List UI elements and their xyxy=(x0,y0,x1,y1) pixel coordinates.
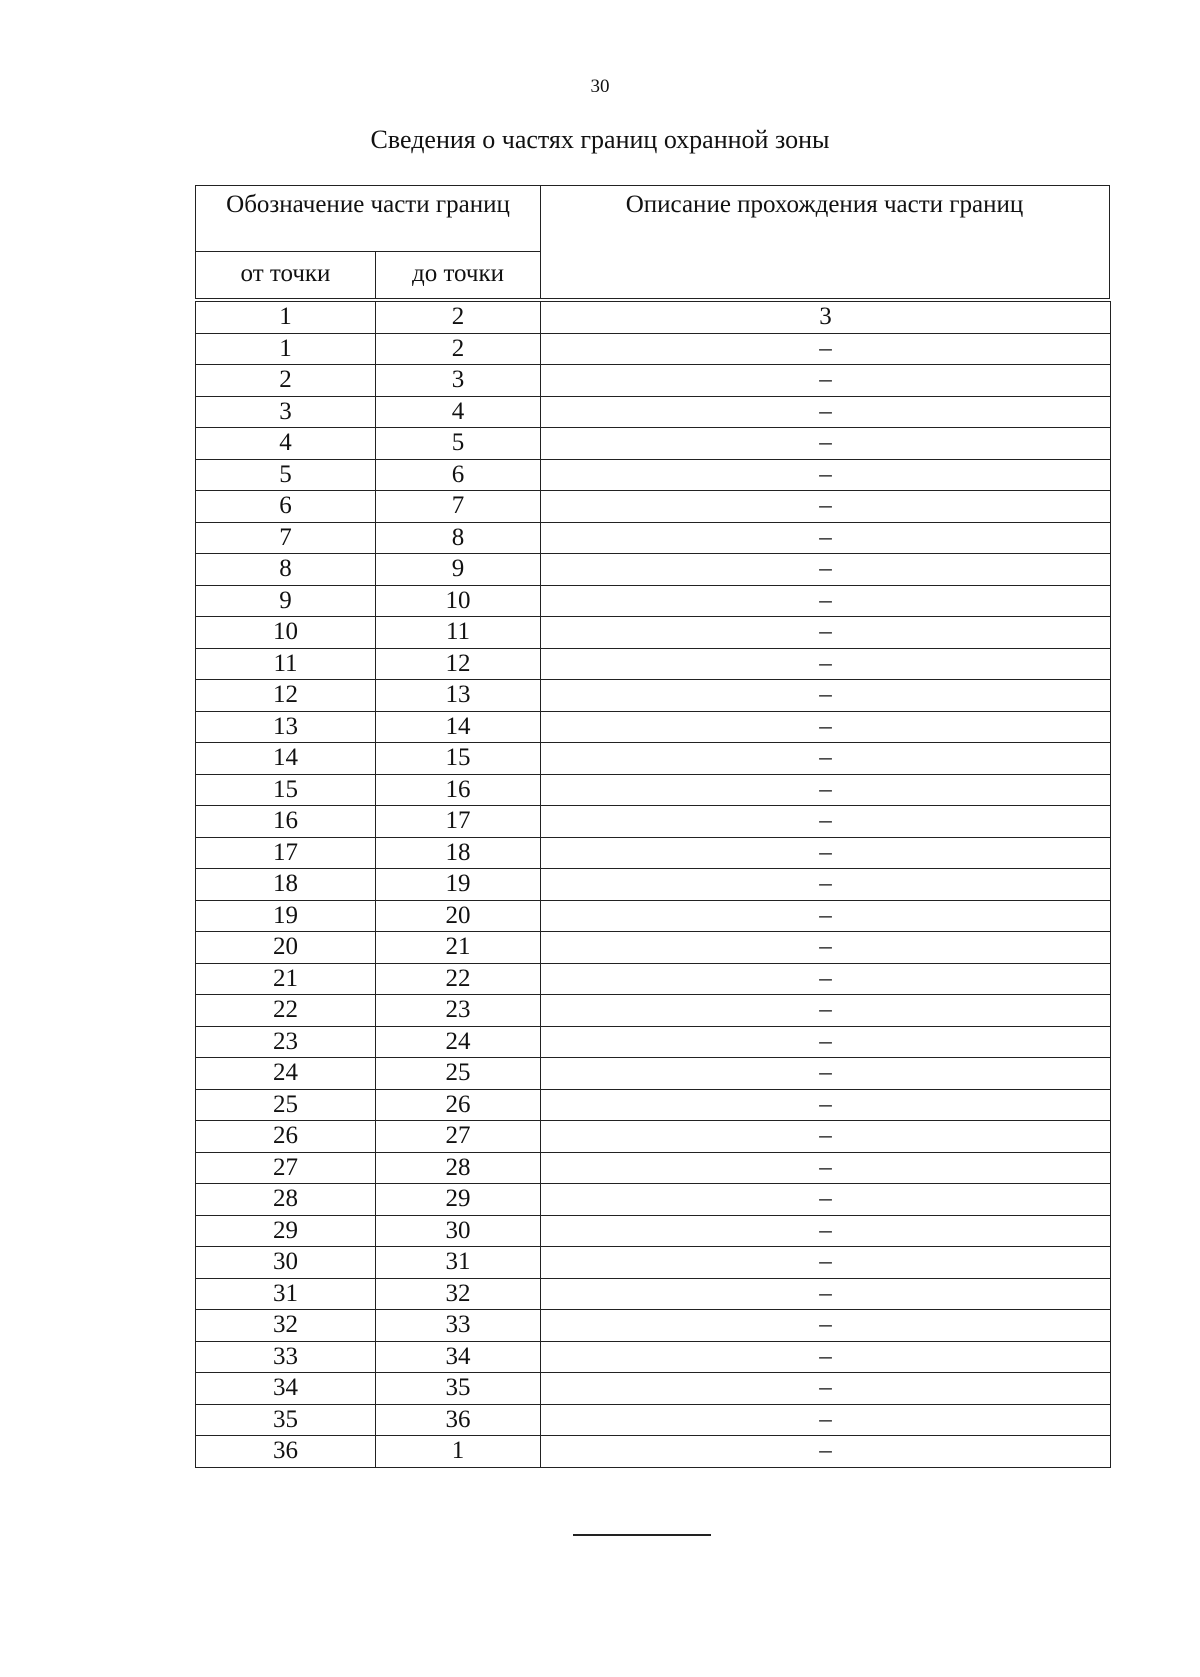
from-point-cell: 17 xyxy=(196,837,376,869)
to-point-cell: 3 xyxy=(376,365,541,397)
description-cell: – xyxy=(541,869,1111,901)
table-row xyxy=(196,365,1111,397)
table-row xyxy=(196,459,1111,491)
from-point-cell: 31 xyxy=(196,1278,376,1310)
description-cell: – xyxy=(541,711,1111,743)
boundary-parts-table xyxy=(195,301,1111,1468)
from-point-cell: 30 xyxy=(196,1247,376,1279)
to-point-cell: 28 xyxy=(376,1152,541,1184)
to-point-cell: 11 xyxy=(376,617,541,649)
description-cell: – xyxy=(541,585,1111,617)
to-point-cell: 25 xyxy=(376,1058,541,1090)
to-point-cell: 6 xyxy=(376,459,541,491)
description-cell: – xyxy=(541,1121,1111,1153)
from-point-cell: 33 xyxy=(196,1341,376,1373)
description-cell: – xyxy=(541,1058,1111,1090)
table-row xyxy=(196,806,1111,838)
description-cell: – xyxy=(541,1089,1111,1121)
table-row xyxy=(196,333,1111,365)
header-boundary-part-designation: Обозначение части границ xyxy=(196,186,541,252)
table-row xyxy=(196,1215,1111,1247)
to-point-cell: 10 xyxy=(376,585,541,617)
description-cell: – xyxy=(541,900,1111,932)
column-numbers-row xyxy=(196,302,1111,334)
from-point-cell: 9 xyxy=(196,585,376,617)
to-point-cell: 13 xyxy=(376,680,541,712)
to-point-cell: 34 xyxy=(376,1341,541,1373)
table-row xyxy=(196,1278,1111,1310)
to-point-cell: 29 xyxy=(376,1184,541,1216)
from-point-cell: 22 xyxy=(196,995,376,1027)
from-point-cell: 25 xyxy=(196,1089,376,1121)
description-cell: – xyxy=(541,1026,1111,1058)
description-cell: – xyxy=(541,522,1111,554)
table-row xyxy=(196,1404,1111,1436)
to-point-cell: 24 xyxy=(376,1026,541,1058)
to-point-cell: 1 xyxy=(376,1436,541,1468)
table-row xyxy=(196,648,1111,680)
description-cell: – xyxy=(541,365,1111,397)
table-row xyxy=(196,428,1111,460)
from-point-cell: 13 xyxy=(196,711,376,743)
table-row xyxy=(196,1310,1111,1342)
column-number-cell: 2 xyxy=(376,302,541,334)
table-row xyxy=(196,396,1111,428)
table-row xyxy=(196,774,1111,806)
to-point-cell: 22 xyxy=(376,963,541,995)
table-row xyxy=(196,711,1111,743)
description-cell: – xyxy=(541,648,1111,680)
table-row xyxy=(196,1184,1111,1216)
description-cell: – xyxy=(541,554,1111,586)
to-point-cell: 36 xyxy=(376,1404,541,1436)
table-row xyxy=(196,1121,1111,1153)
from-point-cell: 6 xyxy=(196,491,376,523)
description-cell: – xyxy=(541,1215,1111,1247)
table-row xyxy=(196,900,1111,932)
from-point-cell: 15 xyxy=(196,774,376,806)
to-point-cell: 19 xyxy=(376,869,541,901)
to-point-cell: 20 xyxy=(376,900,541,932)
description-cell: – xyxy=(541,491,1111,523)
to-point-cell: 9 xyxy=(376,554,541,586)
from-point-cell: 28 xyxy=(196,1184,376,1216)
header-to-point: до точки xyxy=(376,252,541,298)
to-point-cell: 32 xyxy=(376,1278,541,1310)
to-point-cell: 30 xyxy=(376,1215,541,1247)
to-point-cell: 8 xyxy=(376,522,541,554)
to-point-cell: 12 xyxy=(376,648,541,680)
column-number-cell: 1 xyxy=(196,302,376,334)
table-row xyxy=(196,869,1111,901)
page-number: 30 xyxy=(590,76,610,97)
to-point-cell: 21 xyxy=(376,932,541,964)
description-cell: – xyxy=(541,428,1111,460)
from-point-cell: 21 xyxy=(196,963,376,995)
from-point-cell: 35 xyxy=(196,1404,376,1436)
to-point-cell: 23 xyxy=(376,995,541,1027)
description-cell: – xyxy=(541,1152,1111,1184)
description-cell: – xyxy=(541,1373,1111,1405)
from-point-cell: 34 xyxy=(196,1373,376,1405)
description-cell: – xyxy=(541,837,1111,869)
from-point-cell: 7 xyxy=(196,522,376,554)
description-cell: – xyxy=(541,1278,1111,1310)
from-point-cell: 20 xyxy=(196,932,376,964)
description-cell: – xyxy=(541,1310,1111,1342)
table-row xyxy=(196,522,1111,554)
from-point-cell: 36 xyxy=(196,1436,376,1468)
table-row xyxy=(196,680,1111,712)
to-point-cell: 35 xyxy=(376,1373,541,1405)
to-point-cell: 17 xyxy=(376,806,541,838)
table-row xyxy=(196,1341,1111,1373)
description-cell: – xyxy=(541,806,1111,838)
from-point-cell: 4 xyxy=(196,428,376,460)
description-cell: – xyxy=(541,1184,1111,1216)
table-row xyxy=(196,554,1111,586)
description-cell: – xyxy=(541,932,1111,964)
header-from-point: от точки xyxy=(196,252,376,298)
from-point-cell: 24 xyxy=(196,1058,376,1090)
table-row xyxy=(196,995,1111,1027)
from-point-cell: 18 xyxy=(196,869,376,901)
table-header xyxy=(195,185,1110,299)
from-point-cell: 3 xyxy=(196,396,376,428)
from-point-cell: 23 xyxy=(196,1026,376,1058)
description-cell: – xyxy=(541,680,1111,712)
table-row xyxy=(196,932,1111,964)
to-point-cell: 7 xyxy=(376,491,541,523)
from-point-cell: 26 xyxy=(196,1121,376,1153)
to-point-cell: 4 xyxy=(376,396,541,428)
description-cell: – xyxy=(541,617,1111,649)
from-point-cell: 19 xyxy=(196,900,376,932)
table-row xyxy=(196,963,1111,995)
description-cell: – xyxy=(541,1341,1111,1373)
table-row xyxy=(196,1026,1111,1058)
from-point-cell: 5 xyxy=(196,459,376,491)
table-row xyxy=(196,1436,1111,1468)
header-boundary-description: Описание прохождения части границ xyxy=(625,191,1024,218)
description-cell: – xyxy=(541,333,1111,365)
description-cell: – xyxy=(541,1404,1111,1436)
from-point-cell: 32 xyxy=(196,1310,376,1342)
to-point-cell: 26 xyxy=(376,1089,541,1121)
table-row xyxy=(196,585,1111,617)
document-title: Сведения о частях границ охранной зоны xyxy=(370,125,830,154)
footer-separator-line xyxy=(573,1534,711,1536)
description-cell: – xyxy=(541,1436,1111,1468)
table-row xyxy=(196,743,1111,775)
from-point-cell: 1 xyxy=(196,333,376,365)
from-point-cell: 11 xyxy=(196,648,376,680)
table-row xyxy=(196,1152,1111,1184)
to-point-cell: 16 xyxy=(376,774,541,806)
table-row xyxy=(196,1089,1111,1121)
from-point-cell: 12 xyxy=(196,680,376,712)
from-point-cell: 14 xyxy=(196,743,376,775)
table-row xyxy=(196,1247,1111,1279)
column-number-cell: 3 xyxy=(541,302,1111,334)
from-point-cell: 27 xyxy=(196,1152,376,1184)
description-cell: – xyxy=(541,963,1111,995)
to-point-cell: 33 xyxy=(376,1310,541,1342)
description-cell: – xyxy=(541,1247,1111,1279)
description-cell: – xyxy=(541,774,1111,806)
description-cell: – xyxy=(541,396,1111,428)
table-row xyxy=(196,491,1111,523)
description-cell: – xyxy=(541,743,1111,775)
from-point-cell: 2 xyxy=(196,365,376,397)
description-cell: – xyxy=(541,459,1111,491)
table-row xyxy=(196,837,1111,869)
table-row xyxy=(196,1373,1111,1405)
from-point-cell: 10 xyxy=(196,617,376,649)
to-point-cell: 18 xyxy=(376,837,541,869)
description-cell: – xyxy=(541,995,1111,1027)
from-point-cell: 8 xyxy=(196,554,376,586)
from-point-cell: 16 xyxy=(196,806,376,838)
to-point-cell: 15 xyxy=(376,743,541,775)
to-point-cell: 27 xyxy=(376,1121,541,1153)
to-point-cell: 5 xyxy=(376,428,541,460)
to-point-cell: 31 xyxy=(376,1247,541,1279)
to-point-cell: 2 xyxy=(376,333,541,365)
to-point-cell: 14 xyxy=(376,711,541,743)
table-row xyxy=(196,1058,1111,1090)
from-point-cell: 29 xyxy=(196,1215,376,1247)
table-row xyxy=(196,617,1111,649)
